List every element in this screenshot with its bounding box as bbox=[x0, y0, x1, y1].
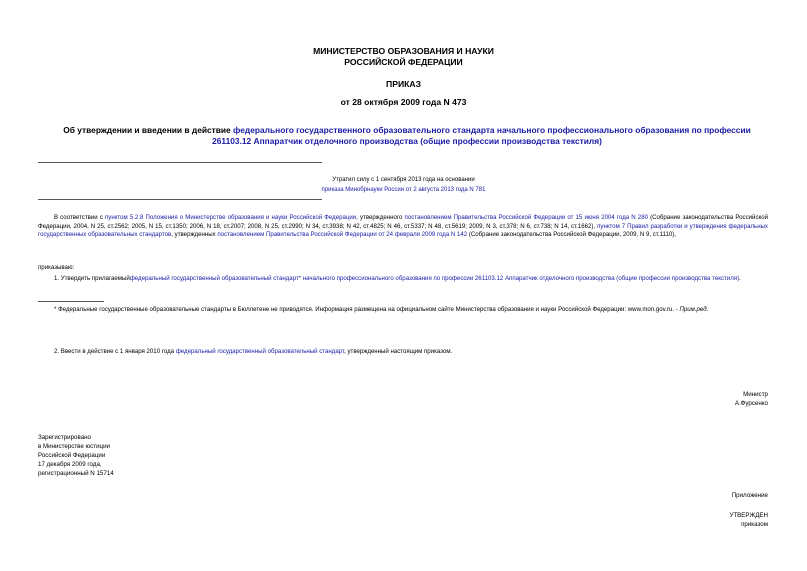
status-note-order-link[interactable]: приказа Минобрнауки России от 2 августа 2013 года N 781 bbox=[321, 187, 486, 193]
preamble-text-3: (Собрание законодательства Российской Федерации, 2004, N 25, ст.2562; 2005, N 15, ст.1350; 2006, N 18, ст.2007; 2008, N 25, ст.2990; N 34, ст.3938; N 42, ст.4825; N 46, ст.5337; N 48, ст.5619; 2009, N 3, ст.378; N 6, ст.738; N 14, ст.1662), bbox=[38, 214, 769, 230]
rules-clause-7-link[interactable]: пунктом 7 Правил разработки и утверждения федеральных государственных образовательных стандартов bbox=[38, 222, 768, 239]
item1-text-1: 1. Утвердить прилагаемый bbox=[54, 275, 130, 282]
appendix-by-order: приказом bbox=[741, 521, 768, 528]
ministry-name-line1: МИНИСТЕРСТВО ОБРАЗОВАНИЯ И НАУКИ bbox=[313, 46, 494, 56]
preamble-text-5: (Собрание законодательства Российской Федерации, 2009, N 9, ст.1110), bbox=[467, 231, 676, 239]
footnote bbox=[38, 306, 768, 315]
registration-date: 17 декабря 2009 года, bbox=[38, 461, 102, 468]
appendix-approved: УТВЕРЖДЕН bbox=[729, 512, 768, 519]
registration-number: регистрационный N 15714 bbox=[38, 470, 114, 477]
status-note-text: Утратил силу с 1 сентября 2013 года на основании bbox=[332, 177, 475, 183]
preamble-text-2: , утвержденного bbox=[356, 214, 405, 221]
regulation-clause-link[interactable]: пунктом 5.2.8 Положения о Министерстве образования и науки Российской Федерации bbox=[104, 214, 357, 221]
footnote-editor-note: Прим.ред. bbox=[679, 306, 709, 313]
document-date: от 28 октября 2009 года N 473 bbox=[340, 97, 467, 107]
item2-text-1: 2. Ввести в действие с 1 января 2010 года bbox=[54, 348, 176, 355]
preamble-paragraph bbox=[38, 214, 768, 240]
preamble-text-1: В соответствии с bbox=[54, 214, 105, 221]
title-standard-link[interactable]: федерального государственного образовательного стандарта начального профессионального образования по профессии 261103.12 Аппаратчик отделочного производства (общие профессии производства текстиля) bbox=[212, 125, 751, 146]
item2-text-2: , утвержденный настоящим приказом. bbox=[344, 348, 453, 355]
order-item-1 bbox=[38, 275, 768, 284]
document-type: ПРИКАЗ bbox=[386, 79, 421, 89]
preamble-text-4: , утвержденных bbox=[171, 231, 218, 239]
registration-line-2: в Министерстве юстиции bbox=[38, 443, 111, 450]
item1-text-2: * начального профессионального образования по профессии 261103.12 Аппаратчик отделочного производства (общие профессии производства текстиля) bbox=[298, 275, 740, 282]
status-note-line2 bbox=[0, 186, 807, 194]
document-title bbox=[46, 125, 768, 147]
item1-standard-link[interactable]: федеральный государственный образовательный стандарт bbox=[129, 275, 299, 282]
title-prefix: Об утверждении и введении в действие bbox=[63, 125, 234, 135]
registration-line-1: Зарегистрировано bbox=[38, 434, 91, 441]
signature-position: Министр bbox=[743, 391, 768, 398]
appendix-label: Приложение bbox=[731, 492, 768, 499]
item1-text-3: . bbox=[739, 275, 741, 282]
ministry-name-line2: РОССИЙСКОЙ ФЕДЕРАЦИИ bbox=[344, 57, 463, 67]
government-resolution-142-link[interactable]: постановлением Правительства Российской Федерации от 24 февраля 2009 года N 142 bbox=[217, 231, 468, 239]
signature-name: А.Фурсенко bbox=[734, 400, 768, 407]
registration-line-3: Российской Федерации bbox=[38, 452, 106, 459]
order-word: приказываю: bbox=[38, 264, 75, 271]
footnote-text: * Федеральные государственные образовательные стандарты в Бюллетене не приводятся. Информация размещена на официальном сайте Министерства образования и науки Российской Федерации: www.mon.gov.ru. - bbox=[54, 306, 680, 313]
footnote-divider bbox=[38, 301, 104, 302]
order-item-2 bbox=[38, 348, 768, 357]
divider-bottom bbox=[38, 199, 322, 200]
item2-standard-link[interactable]: федеральный государственный образовательный стандарт bbox=[175, 348, 345, 355]
government-resolution-280-link[interactable]: постановлением Правительства Российской Федерации от 15 июня 2004 года N 280 bbox=[404, 214, 648, 221]
divider-top bbox=[38, 162, 322, 163]
